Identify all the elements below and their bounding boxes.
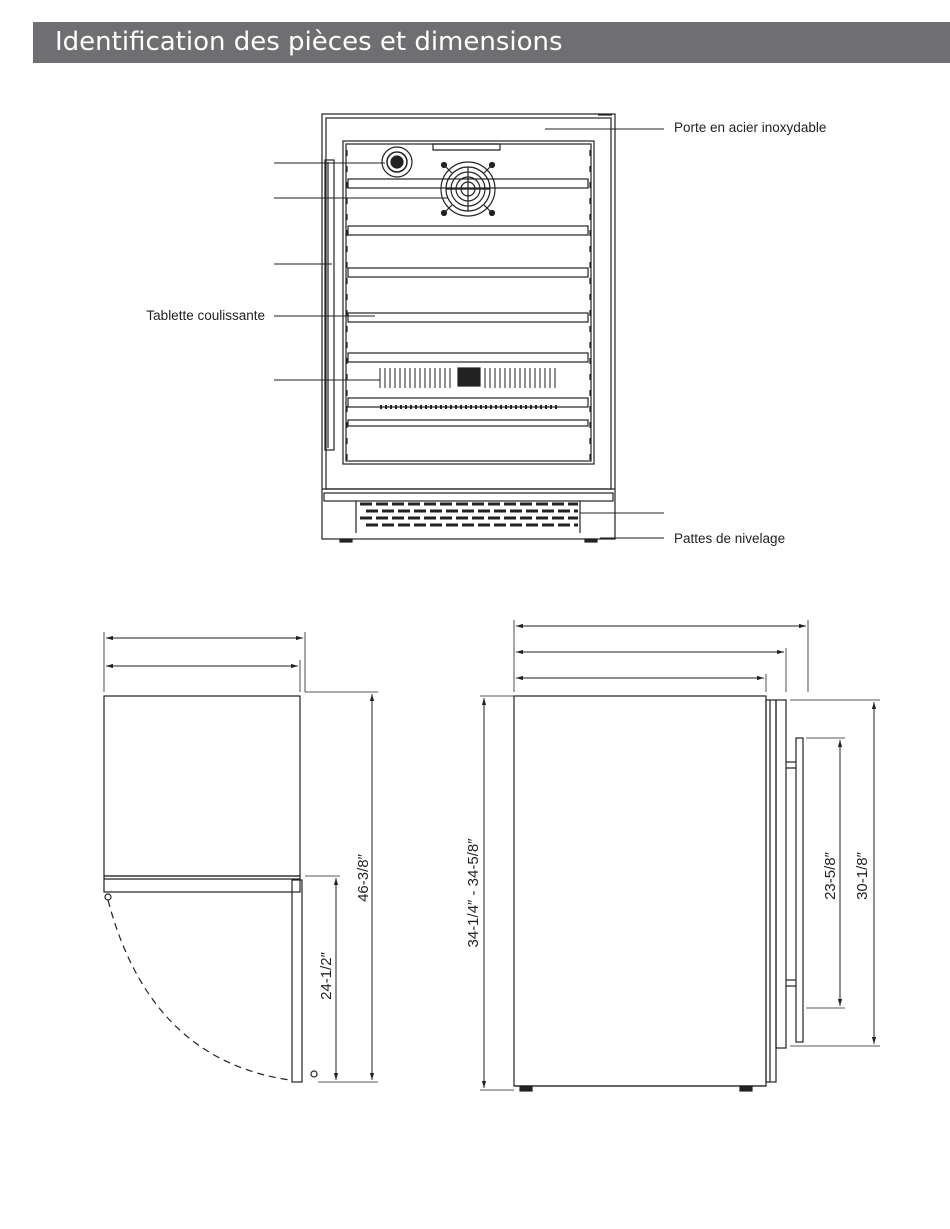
page-title: Identification des pièces et dimensions (55, 27, 563, 57)
side-view-appliance (480, 620, 880, 1091)
dim-side-door-width: 24-1/2″ (318, 952, 335, 1000)
dim-door-height: 30-1/8″ (854, 852, 871, 900)
leader-lines (274, 129, 664, 538)
label-shelf: Tablette coulissante (146, 308, 265, 323)
top-view-appliance (104, 632, 378, 1082)
dim-front-height-range: 34-1/4″ - 34-5/8″ (465, 838, 482, 948)
front-view-appliance (322, 114, 615, 542)
dim-side-total-height: 46-3/8″ (355, 854, 372, 902)
dim-handle-length: 23-5/8″ (822, 852, 839, 900)
label-door: Porte en acier inoxydable (674, 120, 827, 135)
side-view-dimension-lines (484, 626, 874, 1088)
top-view-dimension-lines (106, 638, 372, 1080)
label-legs: Pattes de nivelage (674, 531, 786, 546)
